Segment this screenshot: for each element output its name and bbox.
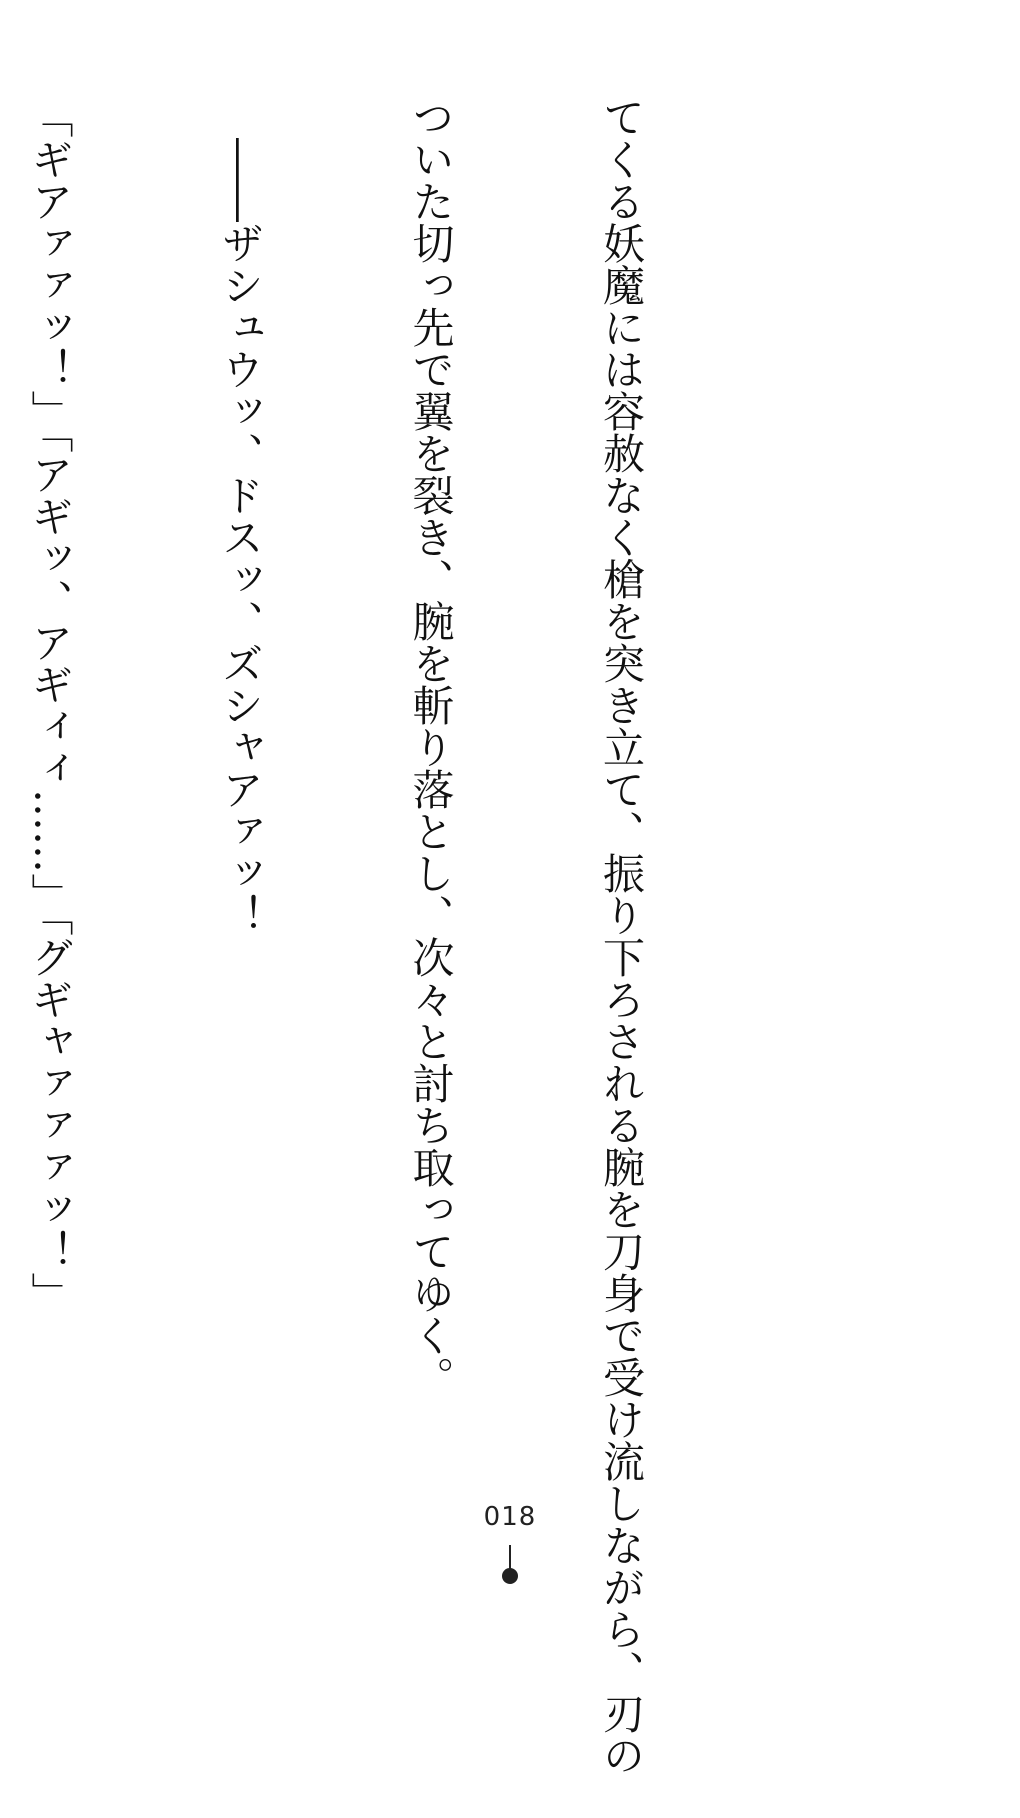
text-line: てくる妖魔には容赦なく槍を突き立て、振り下ろされる腕を刀身で受け流しながら、刃の	[597, 96, 646, 1776]
page-ornament-stem	[509, 1545, 511, 1569]
page-ornament-dot	[502, 1568, 518, 1584]
page-number: 018	[483, 1502, 537, 1532]
text-line: 「ギアァァッ！」「アギッ、アギィィ……」「グギャァァァッ！」	[25, 96, 75, 1314]
text-line: ついた切っ先で翼を裂き、腕を斬り落とし、次々と討ち取ってゆく。	[406, 96, 456, 1398]
text-line: ――ザシュウッ、ドスッ、ズシャアァッ！	[216, 96, 265, 936]
